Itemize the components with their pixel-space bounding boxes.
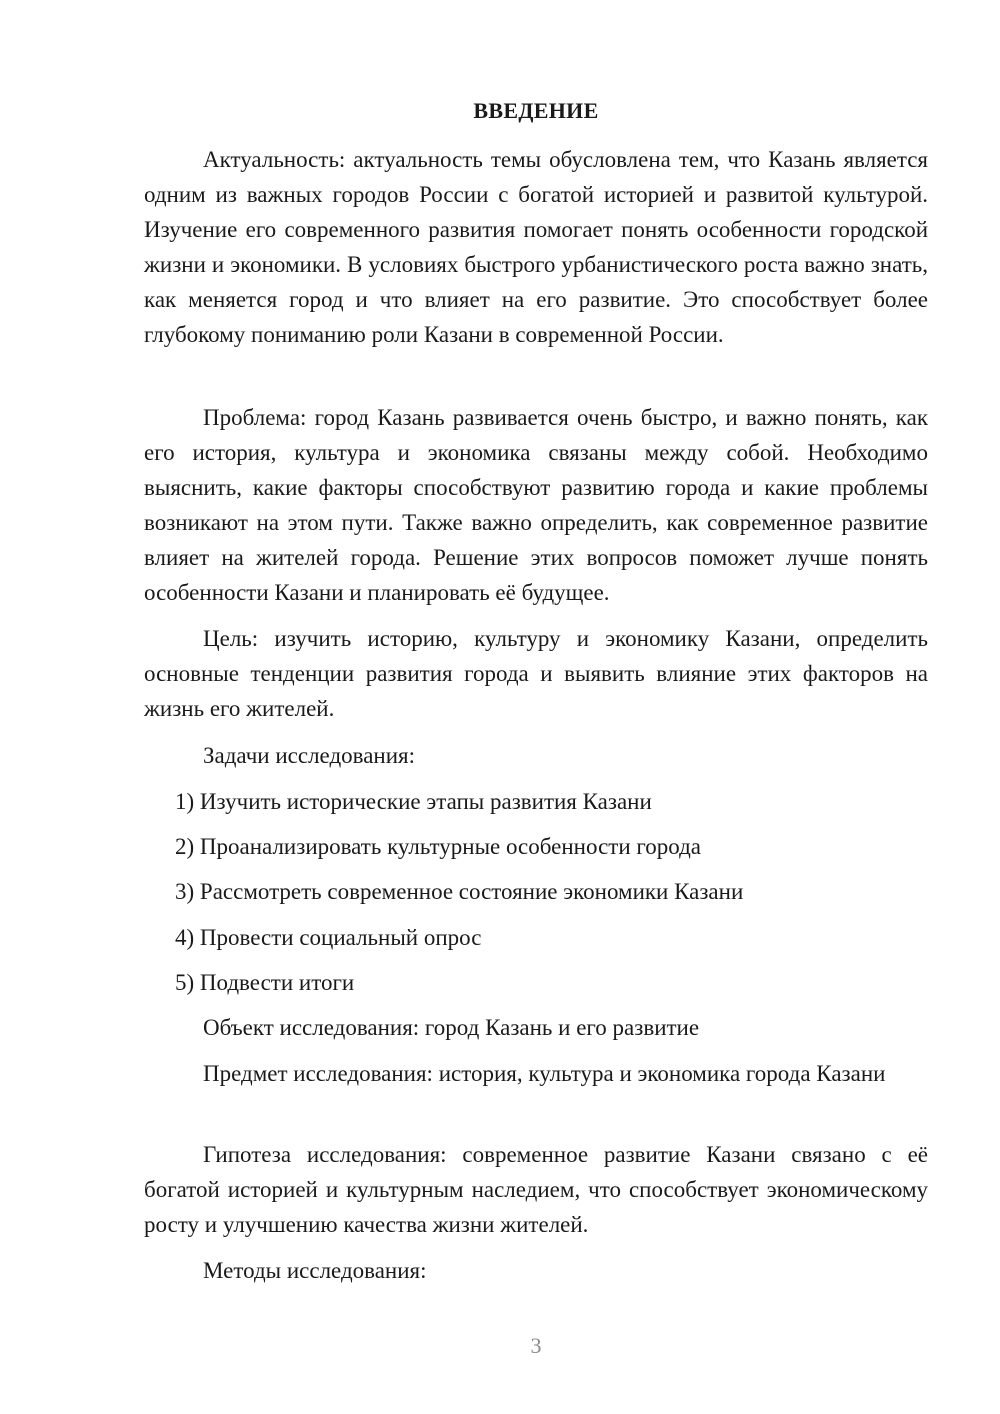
- paragraph-goal: Цель: изучить историю, культуру и экономику Казани, определить основные тенденции развития города и выявить влияние этих факторов на жизнь его жителей.: [144, 626, 928, 721]
- task-item: 2) Проанализировать культурные особенности города: [175, 834, 701, 859]
- paragraph-relevance: Актуальность: актуальность темы обусловлена тем, что Казань является одним из важных городов России с богатой историей и развитой культурой. Изучение его современного развития помогает понять особенности городской жизни и экономики. В условиях быстрого урбанистического роста важно знать, как меняется город и что влияет на его развитие. Это способствует более глубокому пониманию роли Казани в современной России.: [144, 147, 928, 347]
- methods-heading: Методы исследования:: [203, 1258, 427, 1283]
- paragraph-hypothesis: Гипотеза исследования: современное развитие Казани связано с её богатой историей и культурным наследием, что способствует экономическому росту и улучшению качества жизни жителей.: [144, 1142, 928, 1237]
- page-number: 3: [530, 1333, 542, 1358]
- section-title: ВВЕДЕНИЕ: [473, 98, 599, 123]
- tasks-heading: Задачи исследования:: [203, 743, 416, 768]
- task-item: 3) Рассмотреть современное состояние экономики Казани: [175, 879, 744, 904]
- task-item: 5) Подвести итоги: [175, 970, 355, 995]
- paragraph-object: Объект исследования: город Казань и его развитие: [203, 1015, 700, 1040]
- task-item: 4) Провести социальный опрос: [175, 925, 482, 950]
- paragraph-problem: Проблема: город Казань развивается очень быстро, и важно понять, как его история, культура и экономика связаны между собой. Необходимо выяснить, какие факторы способствуют развитию города и какие проблемы возникают на этом пути. Также важно определить, как современное развитие влияет на жителей города. Решение этих вопросов поможет лучше понять особенности Казани и планировать её будущее.: [144, 405, 928, 605]
- task-item: 1) Изучить исторические этапы развития Казани: [175, 789, 652, 814]
- paragraph-subject: Предмет исследования: история, культура и экономика города Казани: [203, 1061, 886, 1086]
